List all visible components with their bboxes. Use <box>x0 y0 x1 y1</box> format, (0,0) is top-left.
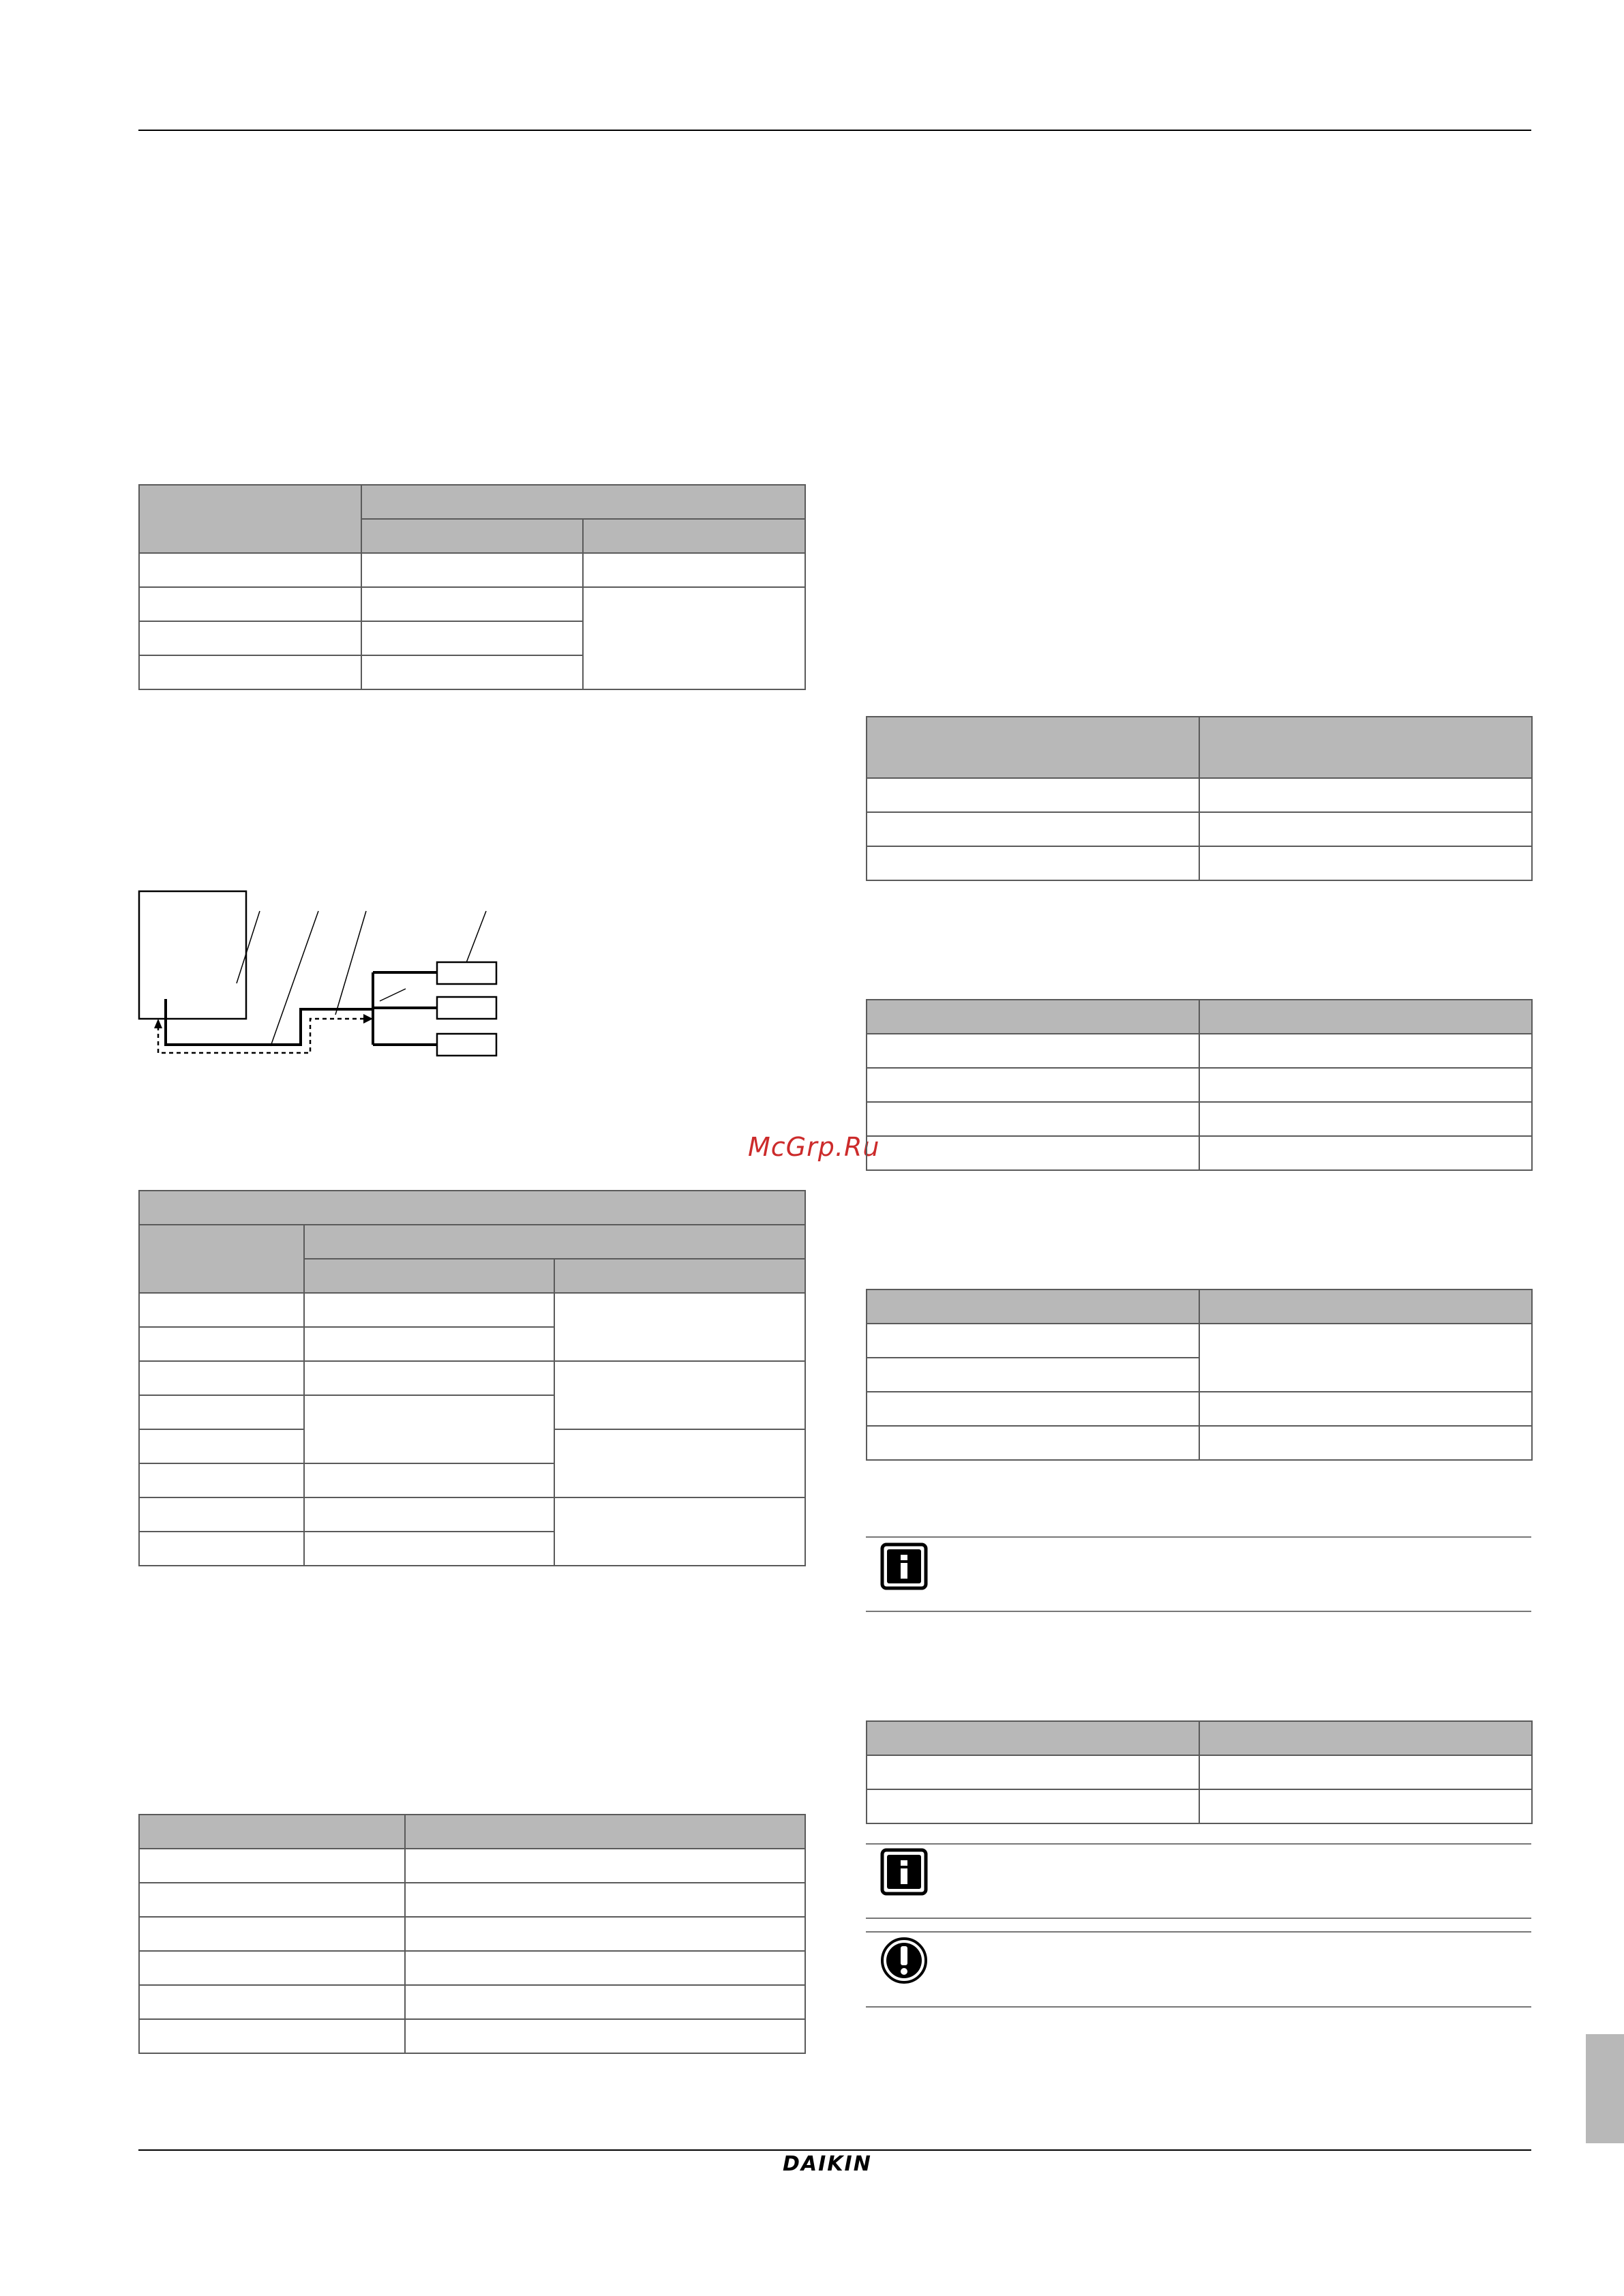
table-cell <box>304 1463 554 1497</box>
table-cell <box>1199 717 1532 778</box>
table-cell <box>304 1361 554 1395</box>
table-cell <box>554 1361 805 1429</box>
table-cell <box>139 1191 805 1225</box>
table-cell <box>405 1951 805 1985</box>
table-cell <box>867 1358 1199 1392</box>
table-cell <box>867 1000 1199 1034</box>
daikin-logo: DAIKIN <box>783 2152 872 2176</box>
table-cell <box>139 1951 405 1985</box>
leader-line <box>380 989 406 1001</box>
table-cell <box>405 1883 805 1917</box>
leader-line <box>271 911 318 1046</box>
table-cell <box>1199 1721 1532 1755</box>
table-cell <box>139 1917 405 1951</box>
table-2 <box>138 1190 806 1566</box>
table-cell <box>867 1289 1199 1324</box>
table-cell <box>1199 1755 1532 1789</box>
table-cell <box>304 1293 554 1327</box>
info-note <box>866 1536 1531 1612</box>
table-cell <box>139 553 361 587</box>
table-cell <box>139 1883 405 1917</box>
table-cell <box>361 655 583 689</box>
wiring-diagram <box>133 886 515 1064</box>
table-cell <box>139 2019 405 2053</box>
table-cell <box>867 1068 1199 1102</box>
table-cell <box>1199 1000 1532 1034</box>
table-cell <box>304 1497 554 1532</box>
table-cell <box>139 485 361 553</box>
table-cell <box>554 1259 805 1293</box>
table-cell <box>139 1225 304 1293</box>
table-cell <box>139 1849 405 1883</box>
table-cell <box>304 1532 554 1566</box>
table-cell <box>304 1327 554 1361</box>
table-cell <box>304 1225 805 1259</box>
table-7 <box>866 1720 1533 1824</box>
table-cell <box>867 1034 1199 1068</box>
table-cell <box>1199 778 1532 812</box>
info-icon <box>880 1542 928 1590</box>
table-cell <box>583 519 805 553</box>
table-cell <box>139 655 361 689</box>
table-cell <box>1199 1789 1532 1823</box>
table-cell <box>361 621 583 655</box>
table-cell <box>1199 812 1532 846</box>
device-box <box>437 1034 496 1056</box>
dashed-wire <box>158 1019 365 1053</box>
device-box <box>437 962 496 984</box>
table-cell <box>139 1497 304 1532</box>
table-cell <box>1199 1068 1532 1102</box>
table-cell <box>139 1463 304 1497</box>
arrow-head <box>154 1019 162 1028</box>
table-cell <box>867 1721 1199 1755</box>
table-cell <box>554 1293 805 1361</box>
arrow-head <box>363 1014 373 1024</box>
info-icon <box>880 1848 928 1896</box>
table-cell <box>139 621 361 655</box>
table-cell <box>405 2019 805 2053</box>
watermark: McGrp.Ru <box>748 1132 880 1162</box>
table-cell <box>139 1361 304 1395</box>
table-cell <box>139 1293 304 1327</box>
table-cell <box>583 553 805 587</box>
solid-wire <box>166 999 373 1045</box>
leader-line <box>237 911 260 983</box>
table-cell <box>1199 1034 1532 1068</box>
table-cell <box>867 1324 1199 1358</box>
table-cell <box>405 1815 805 1849</box>
table-cell <box>867 1426 1199 1460</box>
table-cell <box>139 1429 304 1463</box>
table-cell <box>405 1917 805 1951</box>
table-cell <box>867 717 1199 778</box>
device-box <box>437 997 496 1019</box>
table-cell <box>361 519 583 553</box>
table-cell <box>1199 1392 1532 1426</box>
table-cell <box>867 1392 1199 1426</box>
table-cell <box>554 1497 805 1566</box>
table-5 <box>866 999 1533 1171</box>
table-cell <box>405 1985 805 2019</box>
table-cell <box>1199 846 1532 880</box>
table-cell <box>139 1395 304 1429</box>
leader-line <box>335 911 366 1015</box>
table-cell <box>405 1849 805 1883</box>
table-cell <box>867 1789 1199 1823</box>
table-cell <box>139 1532 304 1566</box>
table-cell <box>139 1985 405 2019</box>
table-cell <box>361 553 583 587</box>
table-cell <box>867 1136 1199 1170</box>
exclamation-icon <box>880 1937 928 1984</box>
table-cell <box>304 1259 554 1293</box>
table-cell <box>139 1815 405 1849</box>
table-cell <box>361 587 583 621</box>
warning-note <box>866 1931 1531 2008</box>
footer-rule <box>138 2149 1531 2151</box>
table-3 <box>138 1814 806 2054</box>
table-cell <box>867 1755 1199 1789</box>
table-cell <box>1199 1289 1532 1324</box>
table-6 <box>866 1289 1533 1461</box>
header-rule <box>138 130 1531 131</box>
table-4 <box>866 716 1533 881</box>
leader-line <box>464 911 486 970</box>
table-cell <box>867 812 1199 846</box>
table-1 <box>138 484 806 690</box>
table-cell <box>139 1327 304 1361</box>
table-cell <box>1199 1426 1532 1460</box>
table-cell <box>1199 1102 1532 1136</box>
unit-box <box>139 891 246 1019</box>
info-note <box>866 1843 1531 1919</box>
table-cell <box>867 846 1199 880</box>
table-cell <box>554 1429 805 1497</box>
table-cell <box>1199 1324 1532 1392</box>
table-cell <box>867 1102 1199 1136</box>
side-tab <box>1586 2034 1624 2143</box>
table-cell <box>304 1395 554 1463</box>
table-cell <box>139 587 361 621</box>
table-cell <box>1199 1136 1532 1170</box>
table-cell <box>583 587 805 689</box>
table-cell <box>867 778 1199 812</box>
table-cell <box>361 485 805 519</box>
